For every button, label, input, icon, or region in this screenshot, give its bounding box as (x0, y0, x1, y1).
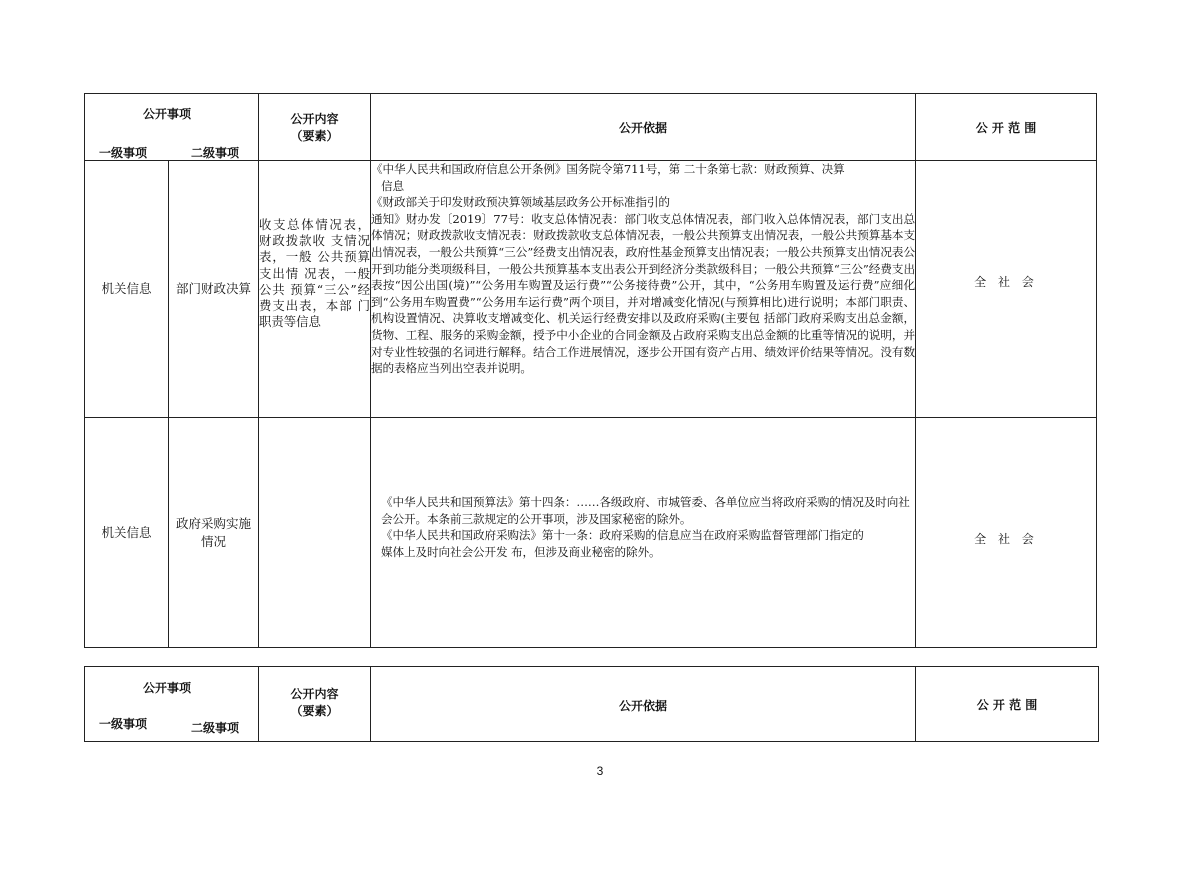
row2-contents (259, 418, 371, 648)
row1-scope: 全 社 会 (916, 161, 1097, 418)
row1-level1: 机关信息 (85, 161, 169, 418)
row1-basis-line: 《财政部关于印发财政预决算领域基层政务公开标准指引的 (371, 195, 670, 210)
row2-level1: 机关信息 (85, 418, 169, 648)
row1-basis-line: 《中华人民共和国政府信息公开条例》国务院令第711号，第 二十条第七款：财政预算、决算 (371, 162, 845, 176)
repeated-header-table (84, 666, 1099, 742)
row1-basis-line: 信息 (381, 178, 404, 193)
row2-basis (371, 418, 916, 648)
basis-header: 公开依据 (371, 667, 916, 742)
row2-basis-line: 会公开。本条前三款规定的公开事项，涉及国家秘密的除外。 (381, 511, 692, 526)
row1-level2: 部门财政决算 (169, 161, 259, 418)
disclosure-table (84, 93, 1097, 648)
scope-header: 公 开 范 围 (916, 94, 1097, 161)
row2-scope: 全 社 会 (916, 418, 1097, 648)
page-number: 3 (596, 764, 604, 778)
row1-basis (371, 161, 916, 418)
public-item-header (85, 94, 259, 161)
table-header-row (85, 94, 1097, 161)
contents-header (259, 667, 371, 742)
row2-basis-line: 媒体上及时向社会公开发 布，但涉及商业秘密的除外。 (381, 544, 661, 559)
row1-contents: 收支总体情况表，财政拨款收 支情况表，一般 公共预算支出情 况表，一般公共 预算“三公”经 费支出表，本部 门职责等信息 (259, 161, 371, 418)
row1-basis-line: 通知》财办发〔2019〕77号：收支总体情况表：部门收支总体情况表，部门收入总体情况表，部门支出总体情况；财政拨款收支情况表：财政拨款收支总体情况表，一般公共预算支出情况表，一般公共预算基本支出情况表，一般公共预算“三公”经费支出情况表，政府性基金预算支出情况表；一般公共预算支出情况表公开到功能分类项级科目，一般公共预算基本支出表公开到经济分类款级科目；一般公共预算“三公”经费支出 表按“因公出国(境)”“公务用车购置及运行费”“公务接待费”公开，其中，“公务用车购置及运行费”应细化到“公务用车购置费”“公务用车运行费”两个项目，并对增减变化情况(与预算相比)进行说明；本部门职责、机构设置情况、决算收支增减变化、机关运行经费安排以及政府采购(主要包 括部门政府采购支出总金额，货物、工程、服务的采购金额，授予中小企业的合同金额及占政府采购支出总金额的比重等情况的说明，并对专业性较强的名词进行解释。结合工作进展情况，逐步公开国有资产占用、绩效评价结果等情况。没有数据的表格应当列出空表并说明。 (371, 211, 915, 376)
row2-basis-line: 《中华人民共和国政府采购法》第十一条：政府采购的信息应当在政府采购监督管理部门指定的 (381, 528, 864, 543)
level2-label: 二级事项 (191, 721, 240, 735)
contents-header-line1: 公开内容 (290, 112, 339, 126)
row2-level2: 政府采购实施情况 (169, 418, 259, 648)
table-row (85, 418, 1097, 648)
table-row (85, 161, 1097, 418)
contents-header-line2: （要素） (290, 704, 339, 718)
level1-label: 一级事项 (99, 146, 148, 160)
basis-header: 公开依据 (371, 94, 916, 161)
contents-header-line1: 公开内容 (290, 687, 339, 701)
level1-label: 一级事项 (99, 717, 148, 731)
public-item-label: 公开事项 (143, 107, 192, 121)
contents-header-line2: （要素） (290, 129, 339, 143)
contents-header (259, 94, 371, 161)
public-item-label: 公开事项 (143, 681, 192, 695)
scope-header: 公 开 范 围 (916, 667, 1099, 742)
level2-label: 二级事项 (191, 146, 240, 160)
public-item-header (85, 667, 259, 742)
row2-basis-line: 《中华人民共和国预算法》第十四条：……各级政府、市城管委、各单位应当将政府采购的情况及时向社 (381, 495, 910, 509)
table-header-row (85, 667, 1099, 742)
